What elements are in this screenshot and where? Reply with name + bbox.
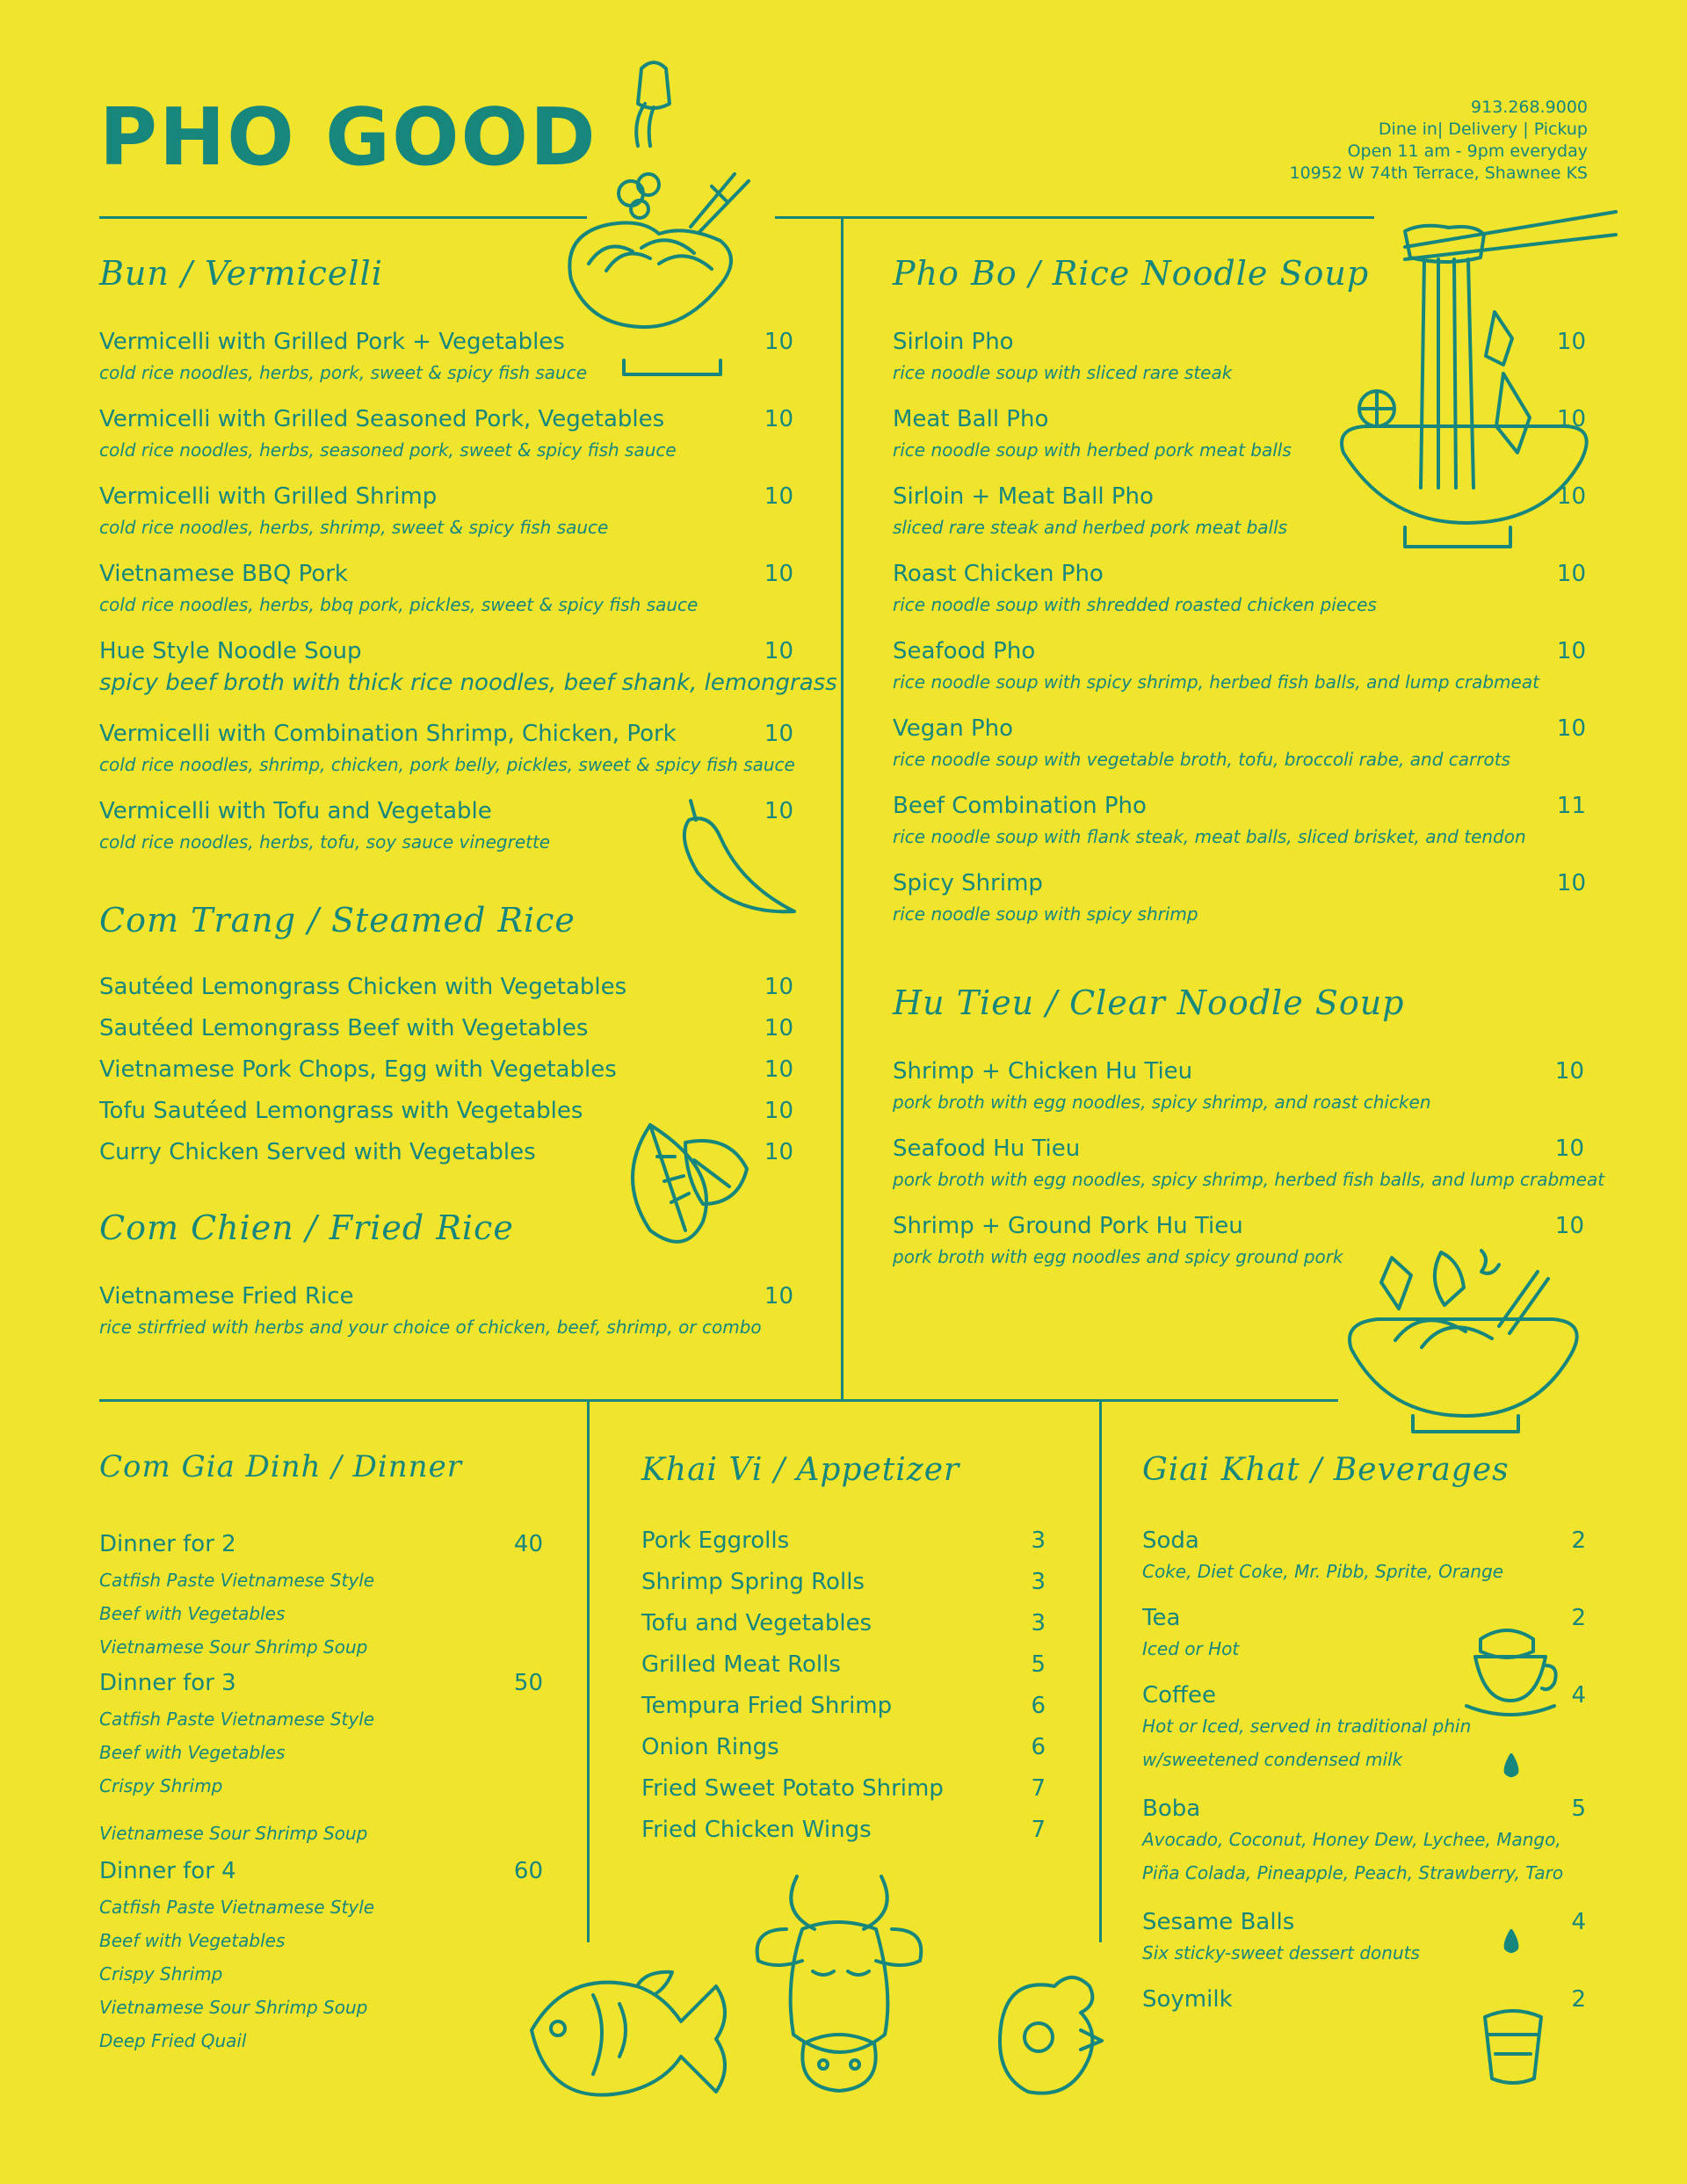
item-name: Curry Chicken Served with Vegetables <box>99 1139 536 1165</box>
section-com-chien <box>99 1283 793 1338</box>
item-description: cold rice noodles, herbs, tofu, soy sauce vinegrette <box>99 831 551 853</box>
item-description: pork broth with egg noodles and spicy ground pork <box>893 1246 1343 1267</box>
menu-item[interactable] <box>1142 1527 1586 1605</box>
item-price: 4 <box>1571 1909 1586 1935</box>
item-name: Sirloin Pho <box>893 329 1014 355</box>
item-price: 10 <box>764 406 793 432</box>
item-description: rice noodle soup with herbed pork meat balls <box>893 439 1292 461</box>
water-drop-icon <box>1502 1929 1520 1954</box>
menu-item[interactable] <box>641 1651 1046 1693</box>
item-name: Seafood Pho <box>893 638 1036 664</box>
menu-item[interactable] <box>99 483 793 561</box>
bottom-section-rule <box>99 1399 1338 1402</box>
item-description: spicy beef broth with thick rice noodles, beef shank, lemongrass <box>99 670 837 696</box>
item-name: Dinner for 3 <box>99 1670 236 1696</box>
item-description: rice noodle soup with spicy shrimp <box>893 903 1198 925</box>
item-price: 10 <box>1554 1136 1584 1162</box>
menu-item[interactable] <box>893 870 1586 947</box>
item-name: Dinner for 2 <box>99 1531 236 1557</box>
item-price: 10 <box>1556 561 1586 587</box>
item-description: Crispy Shrimp <box>99 1963 223 1984</box>
section-title-com-trang: Com Trang / Steamed Rice <box>99 901 576 940</box>
header-rule-right <box>775 216 1374 219</box>
column-divider-bottom-1 <box>587 1399 590 1942</box>
menu-item[interactable] <box>99 1015 793 1056</box>
item-price: 10 <box>1556 638 1586 664</box>
item-description: pork broth with egg noodles, spicy shrimp, and roast chicken <box>893 1092 1431 1113</box>
item-description: Coke, Diet Coke, Mr. Pibb, Sprite, Orange <box>1142 1561 1504 1582</box>
menu-item[interactable] <box>99 1531 543 1658</box>
section-appetizer <box>641 1527 1046 1858</box>
chicken-head-icon <box>984 1969 1107 2101</box>
item-name: Roast Chicken Pho <box>893 561 1104 587</box>
item-price: 10 <box>1556 715 1586 742</box>
item-description: Piña Colada, Pineapple, Peach, Strawberry, Taro <box>1142 1862 1564 1883</box>
item-description: Vietnamese Sour Shrimp Soup <box>99 1636 368 1658</box>
item-price: 10 <box>764 721 793 747</box>
item-price: 2 <box>1571 1527 1586 1554</box>
item-description: cold rice noodles, herbs, pork, sweet & spicy fish sauce <box>99 362 588 383</box>
item-description: Hot or Iced, served in traditional phin <box>1142 1716 1472 1737</box>
item-price: 7 <box>1031 1775 1046 1802</box>
item-description: Six sticky-sweet dessert donuts <box>1142 1942 1420 1963</box>
item-description: rice noodle soup with vegetable broth, tofu, broccoli rabe, and carrots <box>893 749 1510 770</box>
restaurant-name: PHO GOOD <box>99 91 597 184</box>
menu-item[interactable] <box>641 1693 1046 1734</box>
menu-item[interactable] <box>99 1056 793 1098</box>
menu-item[interactable] <box>99 561 793 638</box>
item-name: Vietnamese BBQ Pork <box>99 561 348 587</box>
item-name: Shrimp + Chicken Hu Tieu <box>893 1058 1193 1085</box>
item-name: Tofu Sautéed Lemongrass with Vegetables <box>99 1098 583 1124</box>
menu-item[interactable] <box>641 1734 1046 1775</box>
item-price: 60 <box>513 1858 543 1884</box>
menu-item[interactable] <box>641 1569 1046 1610</box>
fish-icon <box>523 1969 734 2101</box>
chili-pepper-icon <box>666 795 807 918</box>
contact-info <box>1290 97 1589 185</box>
item-name: Fried Chicken Wings <box>641 1817 872 1843</box>
item-name: Tempura Fried Shrimp <box>641 1693 893 1719</box>
item-price: 10 <box>1554 1213 1584 1239</box>
item-description: rice noodle soup with spicy shrimp, herbed fish balls, and lump crabmeat <box>893 671 1539 693</box>
item-price: 10 <box>1554 1058 1584 1085</box>
item-description: Beef with Vegetables <box>99 1742 286 1763</box>
item-name: Dinner for 4 <box>99 1858 236 1884</box>
menu-item[interactable] <box>641 1817 1046 1858</box>
menu-item[interactable] <box>641 1610 1046 1651</box>
item-description: Iced or Hot <box>1142 1638 1240 1659</box>
menu-item[interactable] <box>893 638 1586 715</box>
item-name: Seafood Hu Tieu <box>893 1136 1081 1162</box>
item-description: Beef with Vegetables <box>99 1603 286 1624</box>
menu-item[interactable] <box>893 1058 1584 1136</box>
menu-item[interactable] <box>99 1858 543 2051</box>
menu-item[interactable] <box>893 793 1586 870</box>
item-price: 10 <box>764 1139 793 1165</box>
item-description: rice noodle soup with sliced rare steak <box>893 362 1233 383</box>
item-price: 10 <box>764 1098 793 1124</box>
opening-hours: Open 11 am - 9pm everyday <box>1347 141 1588 161</box>
item-price: 10 <box>764 798 793 824</box>
item-price: 10 <box>764 483 793 510</box>
item-price: 6 <box>1031 1734 1046 1760</box>
menu-item[interactable] <box>99 406 793 483</box>
item-name: Vermicelli with Tofu and Vegetable <box>99 798 492 824</box>
item-description: Avocado, Coconut, Honey Dew, Lychee, Mango, <box>1142 1829 1561 1850</box>
item-description: cold rice noodles, herbs, bbq pork, pickles, sweet & spicy fish sauce <box>99 594 699 615</box>
item-price: 10 <box>764 329 793 355</box>
item-description: rice noodle soup with shredded roasted chicken pieces <box>893 594 1377 615</box>
item-name: Tea <box>1142 1605 1181 1631</box>
item-price: 10 <box>764 638 793 664</box>
item-price: 6 <box>1031 1693 1046 1719</box>
item-price: 3 <box>1031 1569 1046 1595</box>
item-name: Vermicelli with Combination Shrimp, Chicken, Pork <box>99 721 677 747</box>
item-description: Catfish Paste Vietnamese Style <box>99 1897 375 1918</box>
item-name: Sautéed Lemongrass Beef with Vegetables <box>99 1015 589 1041</box>
item-name: Soda <box>1142 1527 1199 1554</box>
item-description: pork broth with egg noodles, spicy shrimp, herbed fish balls, and lump crabmeat <box>893 1169 1605 1190</box>
item-name: Tofu and Vegetables <box>641 1610 872 1636</box>
item-description: rice noodle soup with flank steak, meat balls, sliced brisket, and tendon <box>893 826 1526 847</box>
item-price: 7 <box>1031 1817 1046 1843</box>
section-title-appetizer: Khai Vi / Appetizer <box>641 1452 960 1488</box>
item-description: Beef with Vegetables <box>99 1930 286 1951</box>
menu-item[interactable] <box>893 715 1586 793</box>
menu-item[interactable] <box>99 638 837 721</box>
pho-noodles-chopsticks-icon <box>1331 189 1621 567</box>
item-description: sliced rare steak and herbed pork meat balls <box>893 517 1288 538</box>
item-name: Pork Eggrolls <box>641 1527 790 1554</box>
item-name: Vietnamese Fried Rice <box>99 1283 354 1310</box>
item-name: Vietnamese Pork Chops, Egg with Vegetables <box>99 1056 617 1083</box>
item-description: Catfish Paste Vietnamese Style <box>99 1570 375 1591</box>
cow-head-icon <box>751 1868 927 2096</box>
glass-icon <box>1478 2008 1548 2087</box>
address: 10952 W 74th Terrace, Shawnee KS <box>1289 163 1588 183</box>
item-name: Spicy Shrimp <box>893 870 1043 896</box>
menu-item[interactable] <box>893 561 1586 638</box>
section-title-bun: Bun / Vermicelli <box>99 254 383 293</box>
item-name: Vermicelli with Grilled Shrimp <box>99 483 438 510</box>
item-price: 5 <box>1571 1796 1586 1822</box>
item-name: Onion Rings <box>641 1734 779 1760</box>
item-price: 3 <box>1031 1610 1046 1636</box>
item-price: 10 <box>764 974 793 1000</box>
section-bun <box>99 329 837 875</box>
item-name: Meat Ball Pho <box>893 406 1049 432</box>
noodle-bowl-icon <box>554 53 756 382</box>
item-description: cold rice noodles, herbs, shrimp, sweet & spicy fish sauce <box>99 517 609 538</box>
item-description: cold rice noodles, herbs, seasoned pork, sweet & spicy fish sauce <box>99 439 677 461</box>
item-price: 40 <box>513 1531 543 1557</box>
service-options: Dine in| Delivery | Pickup <box>1378 120 1588 139</box>
item-description: Catfish Paste Vietnamese Style <box>99 1709 375 1730</box>
item-name: Sirloin + Meat Ball Pho <box>893 483 1154 510</box>
item-name: Beef Combination Pho <box>893 793 1147 819</box>
phone-number[interactable]: 913.268.9000 <box>1471 98 1588 117</box>
item-name: Shrimp Spring Rolls <box>641 1569 865 1595</box>
section-title-hu-tieu: Hu Tieu / Clear Noodle Soup <box>893 983 1405 1022</box>
section-dinner <box>99 1531 543 2051</box>
menu-item[interactable] <box>641 1527 1046 1569</box>
item-name: Grilled Meat Rolls <box>641 1651 841 1678</box>
item-price: 4 <box>1571 1682 1586 1709</box>
column-divider-top <box>841 216 844 1400</box>
item-name: Boba <box>1142 1796 1201 1822</box>
column-divider-bottom-2 <box>1099 1399 1102 1942</box>
item-price: 11 <box>1556 793 1586 819</box>
item-description: Crispy Shrimp <box>99 1775 223 1796</box>
item-price: 10 <box>1556 406 1586 432</box>
item-price: 10 <box>1556 329 1586 355</box>
item-price: 2 <box>1571 1986 1586 2013</box>
menu-item[interactable] <box>99 1670 543 1844</box>
item-name: Sesame Balls <box>1142 1909 1295 1935</box>
item-name: Coffee <box>1142 1682 1216 1709</box>
section-title-com-chien: Com Chien / Fried Rice <box>99 1208 514 1247</box>
item-price: 2 <box>1571 1605 1586 1631</box>
menu-item[interactable] <box>1142 1796 1586 1909</box>
section-title-pho-bo: Pho Bo / Rice Noodle Soup <box>893 254 1370 293</box>
item-price: 10 <box>764 1283 793 1310</box>
item-price: 50 <box>513 1670 543 1696</box>
item-price: 3 <box>1031 1527 1046 1554</box>
herb-leaf-icon <box>624 1107 756 1252</box>
item-price: 10 <box>1556 483 1586 510</box>
menu-item[interactable] <box>99 974 793 1015</box>
item-price: 10 <box>764 561 793 587</box>
section-title-dinner: Com Gia Dinh / Dinner <box>99 1449 462 1484</box>
item-price: 10 <box>764 1015 793 1041</box>
item-name: Sautéed Lemongrass Chicken with Vegetables <box>99 974 627 1000</box>
water-drop-icon <box>1502 1753 1520 1778</box>
item-name: Hue Style Noodle Soup <box>99 638 362 664</box>
item-name: Vermicelli with Grilled Seasoned Pork, Vegetables <box>99 406 665 432</box>
item-description: Vietnamese Sour Shrimp Soup <box>99 1997 368 2018</box>
menu-item[interactable] <box>641 1775 1046 1817</box>
item-description: cold rice noodles, shrimp, chicken, pork belly, pickles, sweet & spicy fish sauce <box>99 754 795 775</box>
item-description: Deep Fried Quail <box>99 2030 247 2051</box>
item-price: 5 <box>1031 1651 1046 1678</box>
item-name: Shrimp + Ground Pork Hu Tieu <box>893 1213 1243 1239</box>
item-name: Vermicelli with Grilled Pork + Vegetables <box>99 329 565 355</box>
coffee-cup-icon <box>1463 1622 1560 1718</box>
item-price: 10 <box>1556 870 1586 896</box>
section-title-beverages: Giai Khat / Beverages <box>1142 1452 1510 1488</box>
item-description: rice stirfried with herbs and your choice of chicken, beef, shrimp, or combo <box>99 1317 762 1338</box>
item-description: w/sweetened condensed milk <box>1142 1749 1403 1770</box>
menu-item[interactable] <box>99 721 793 798</box>
item-name: Vegan Pho <box>893 715 1014 742</box>
item-price: 10 <box>764 1056 793 1083</box>
item-description: Vietnamese Sour Shrimp Soup <box>99 1823 368 1844</box>
menu-item[interactable] <box>99 1283 793 1338</box>
menu-item[interactable] <box>893 1136 1605 1213</box>
seafood-bowl-icon <box>1343 1244 1584 1437</box>
header-rule-left <box>99 216 587 219</box>
item-name: Fried Sweet Potato Shrimp <box>641 1775 944 1802</box>
item-name: Soymilk <box>1142 1986 1233 2013</box>
